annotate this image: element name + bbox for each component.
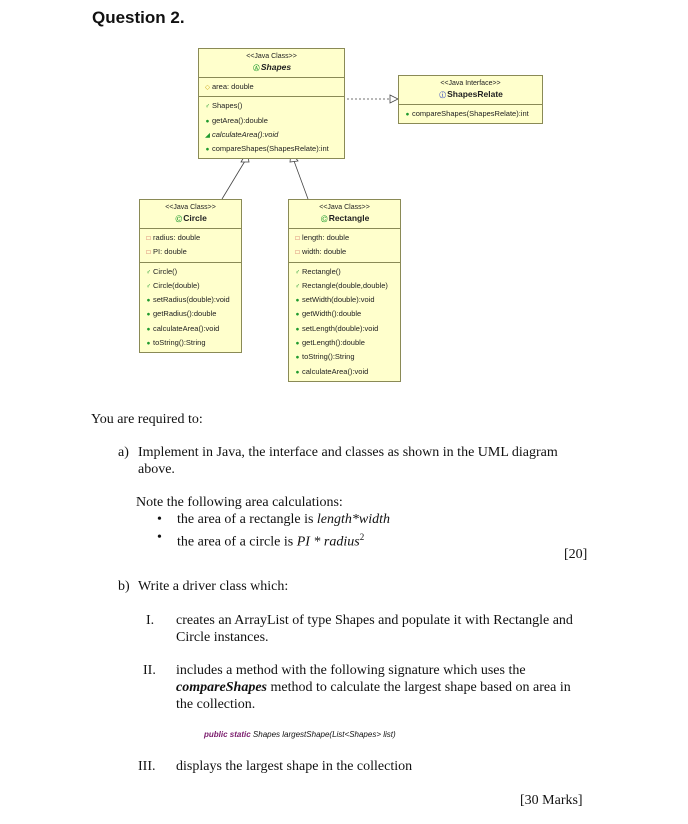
- item-2-line-rest: method to calculate the largest shape based on area in: [267, 680, 571, 695]
- item-2-line: includes a method with the following signature which uses the: [176, 663, 526, 678]
- bullet-icon: •: [157, 512, 162, 527]
- item-1-line: Circle instances.: [176, 630, 269, 645]
- item-1-line: creates an ArrayList of type Shapes and populate it with Rectangle and: [176, 613, 573, 628]
- bullet-icon: •: [157, 530, 162, 545]
- shapes-method: Shapes(): [212, 101, 243, 111]
- rectangle-method: getLength():double: [302, 338, 365, 348]
- rectangle-method: setWidth(double):void: [302, 295, 375, 305]
- constructor-icon: ♂: [146, 268, 151, 276]
- item-2-line: the collection.: [176, 697, 256, 712]
- signature-keywords: public static: [204, 730, 251, 739]
- item-2-text: [176, 662, 606, 713]
- part-b-text: Write a driver class which:: [138, 579, 289, 594]
- item-1-text: [176, 612, 606, 646]
- public-method-icon: ●: [146, 340, 151, 348]
- public-method-icon: ●: [295, 340, 300, 348]
- part-b-marks: [30 Marks]: [520, 793, 583, 808]
- shapes-method: getArea():double: [212, 115, 268, 125]
- protected-field-icon: ◇: [205, 84, 210, 91]
- shapesrelate-stereotype: <<Java Interface>>: [440, 80, 501, 87]
- circle-method: toString():String: [153, 338, 206, 348]
- rectangle-method: toString():String: [302, 352, 355, 362]
- intro-text: You are required to:: [91, 412, 203, 427]
- uml-class-shapes: [198, 48, 345, 159]
- private-field-icon: □: [295, 235, 300, 242]
- private-field-icon: □: [295, 249, 300, 257]
- circle-method: Circle(): [153, 266, 178, 276]
- part-a-line: above.: [138, 462, 175, 477]
- circle-method: Circle(double): [153, 280, 200, 290]
- signature-rest: Shapes largestShape(List<Shapes> list): [250, 730, 396, 739]
- shapes-attr: area: double: [212, 82, 254, 91]
- public-method-icon: ●: [146, 325, 151, 333]
- shapes-method: calculateArea():void: [212, 129, 279, 139]
- private-field-icon: □: [146, 249, 151, 257]
- rectangle-method: calculateArea():void: [302, 366, 369, 376]
- public-method-icon: ●: [146, 311, 151, 319]
- uml-class-circle: [139, 199, 242, 353]
- class-icon: Ⓒ: [175, 216, 182, 223]
- rectangle-attr: width: double: [302, 247, 347, 257]
- constructor-icon: ♂: [205, 103, 210, 111]
- bullet-text: the area of a rectangle is: [177, 512, 317, 527]
- public-method-icon: ●: [295, 325, 300, 333]
- circle-method: getRadius():double: [153, 309, 217, 319]
- item-3-text: displays the largest shape in the collection: [176, 759, 413, 774]
- class-icon: Ⓒ: [320, 216, 328, 223]
- circle-attr: radius: double: [153, 233, 201, 242]
- circle-stereotype: <<Java Class>>: [165, 204, 216, 211]
- circle-class-name: Circle: [183, 213, 207, 223]
- part-a-label: a): [118, 445, 129, 460]
- circle-formula: PI * radius: [296, 534, 360, 550]
- rectangle-method: Rectangle(double,double): [302, 280, 388, 290]
- realization-arrowhead: [390, 95, 398, 103]
- rectangle-method: Rectangle(): [302, 266, 341, 276]
- uml-interface-shapesrelate: [398, 75, 543, 124]
- public-method-icon: ●: [405, 111, 410, 118]
- public-method-icon: ●: [146, 297, 151, 305]
- abstract-method-icon: ◢: [205, 131, 210, 139]
- shapes-stereotype: <<Java Class>>: [246, 53, 297, 60]
- method-signature: [204, 730, 396, 739]
- shapesrelate-name: ShapesRelate: [447, 89, 503, 99]
- question-title: Question 2.: [92, 8, 185, 27]
- circle-formula-exponent: 2: [359, 532, 365, 542]
- circle-method: setRadius(double):void: [153, 295, 230, 305]
- rectangle-attr: length: double: [302, 233, 350, 242]
- public-method-icon: ●: [295, 297, 300, 305]
- part-a-marks: [20]: [564, 547, 588, 562]
- rectangle-method: getWidth():double: [302, 309, 362, 319]
- area-note: Note the following area calculations:: [136, 495, 343, 510]
- private-field-icon: □: [146, 235, 151, 242]
- rectangle-method: setLength(double):void: [302, 323, 379, 333]
- circle-method: calculateArea():void: [153, 323, 220, 333]
- public-method-icon: ●: [205, 117, 210, 125]
- circle-generalization-line: [222, 161, 245, 199]
- shapes-method: compareShapes(ShapesRelate):int: [212, 144, 329, 154]
- part-b-label: b): [118, 579, 130, 594]
- constructor-icon: ♂: [295, 282, 300, 290]
- rectangle-generalization-line: [294, 161, 308, 199]
- bullet-text: the area of a circle is: [177, 534, 297, 550]
- circle-attr: PI: double: [153, 247, 187, 257]
- compare-shapes-emphasis: compareShapes: [176, 680, 267, 695]
- item-2-number: II.: [143, 663, 156, 678]
- public-method-icon: ●: [205, 146, 210, 154]
- bullet-rectangle-area: [177, 511, 390, 528]
- part-a-line: Implement in Java, the interface and classes as shown in the UML diagram: [138, 445, 558, 460]
- public-method-icon: ●: [295, 354, 300, 362]
- public-method-icon: ●: [295, 368, 300, 376]
- constructor-icon: ♂: [146, 282, 151, 290]
- uml-class-rectangle: [288, 199, 401, 382]
- shapes-class-name: Shapes: [260, 62, 292, 72]
- shapesrelate-method: compareShapes(ShapesRelate):int: [412, 109, 529, 118]
- rectangle-stereotype: <<Java Class>>: [319, 204, 370, 211]
- rectangle-class-name: Rectangle: [328, 213, 370, 223]
- bullet-circle-area: [177, 529, 364, 551]
- rectangle-formula: length*width: [316, 512, 391, 527]
- abstract-class-icon: Ⓐ: [253, 65, 260, 72]
- interface-icon: ⓘ: [439, 92, 446, 99]
- constructor-icon: ♂: [295, 268, 300, 276]
- item-2-line: [176, 679, 606, 696]
- item-1-number: I.: [146, 613, 155, 628]
- part-a-text: [138, 444, 608, 478]
- item-3-number: III.: [138, 759, 156, 774]
- public-method-icon: ●: [295, 311, 300, 319]
